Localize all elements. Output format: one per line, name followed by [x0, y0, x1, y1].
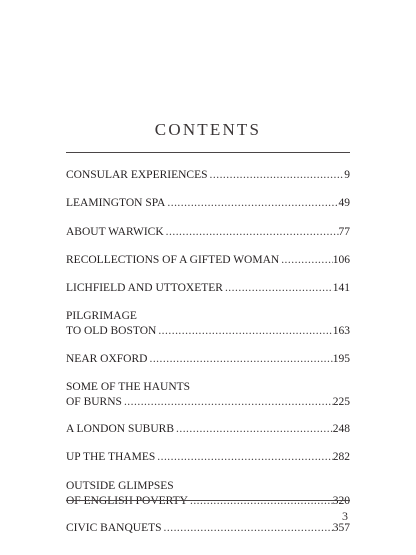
dot-leader [279, 253, 333, 268]
toc-entry-title: ABOUT WARWICK [66, 225, 164, 238]
toc-entry-title: RECOLLECTIONS OF A GIFTED WOMAN [66, 253, 280, 266]
toc-entry-title-line1: OUTSIDE GLIMPSES [66, 479, 174, 492]
toc-entry-title: OF ENGLISH POVERTY [66, 494, 188, 507]
top-rule [66, 152, 350, 153]
dot-leader [147, 352, 332, 367]
bottom-rule [66, 500, 350, 501]
toc-entry-page: 248 [332, 423, 350, 436]
toc-entry [66, 281, 350, 296]
page-number: 3 [342, 509, 348, 523]
toc-entry-title: NEAR OXFORD [66, 352, 148, 365]
toc-entry [66, 422, 350, 437]
toc-entry-page: 49 [338, 197, 350, 210]
toc-entry-title: A LONDON SUBURB [66, 423, 174, 436]
toc-entry [66, 225, 350, 240]
toc-entry [66, 479, 350, 509]
toc-entry-title: CIVIC BANQUETS [66, 521, 162, 534]
toc-entry [66, 253, 350, 268]
toc-entry-page: 106 [332, 253, 350, 266]
toc-entry [66, 309, 350, 339]
toc-entry [66, 450, 350, 465]
toc-entry-page: 320 [332, 494, 350, 507]
toc-entry-title: UP THE THAMES [66, 451, 156, 464]
toc-entry-title: LICHFIELD AND UTTOXETER [66, 282, 223, 295]
toc-entry-page: 282 [332, 451, 350, 464]
toc-entry [66, 352, 350, 367]
toc-entry-page: 141 [332, 282, 350, 295]
toc-entry-page: 195 [332, 352, 350, 365]
dot-leader [162, 521, 333, 536]
toc-entry [66, 521, 350, 536]
dot-leader [164, 225, 339, 240]
toc-entry-page: 77 [338, 225, 350, 238]
dot-leader [208, 168, 345, 183]
toc-entry [66, 196, 350, 211]
toc-entry-page: 225 [332, 395, 350, 408]
contents-heading: CONTENTS [154, 120, 262, 139]
toc-entry-page: 9 [344, 169, 350, 181]
dot-leader [223, 281, 333, 296]
toc-entry [66, 168, 350, 183]
toc-entry-page: 163 [332, 325, 350, 338]
toc-entry [66, 380, 350, 410]
dot-leader [174, 422, 333, 437]
toc-entry-title-line1: PILGRIMAGE [66, 310, 137, 323]
dot-leader [122, 395, 333, 410]
dot-leader [188, 494, 333, 509]
toc-entry-title: OF BURNS [66, 395, 122, 408]
dot-leader [156, 324, 332, 339]
table-of-contents [66, 168, 350, 549]
dot-leader [155, 450, 333, 465]
toc-entry-page: 357 [332, 521, 350, 534]
toc-entry-title: LEAMINGTON SPA [66, 197, 166, 210]
toc-entry-title: CONSULAR EXPERIENCES [66, 169, 208, 181]
toc-entry-title-line1: SOME OF THE HAUNTS [66, 380, 191, 393]
dot-leader [165, 196, 338, 211]
toc-entry-title: TO OLD BOSTON [66, 325, 157, 338]
